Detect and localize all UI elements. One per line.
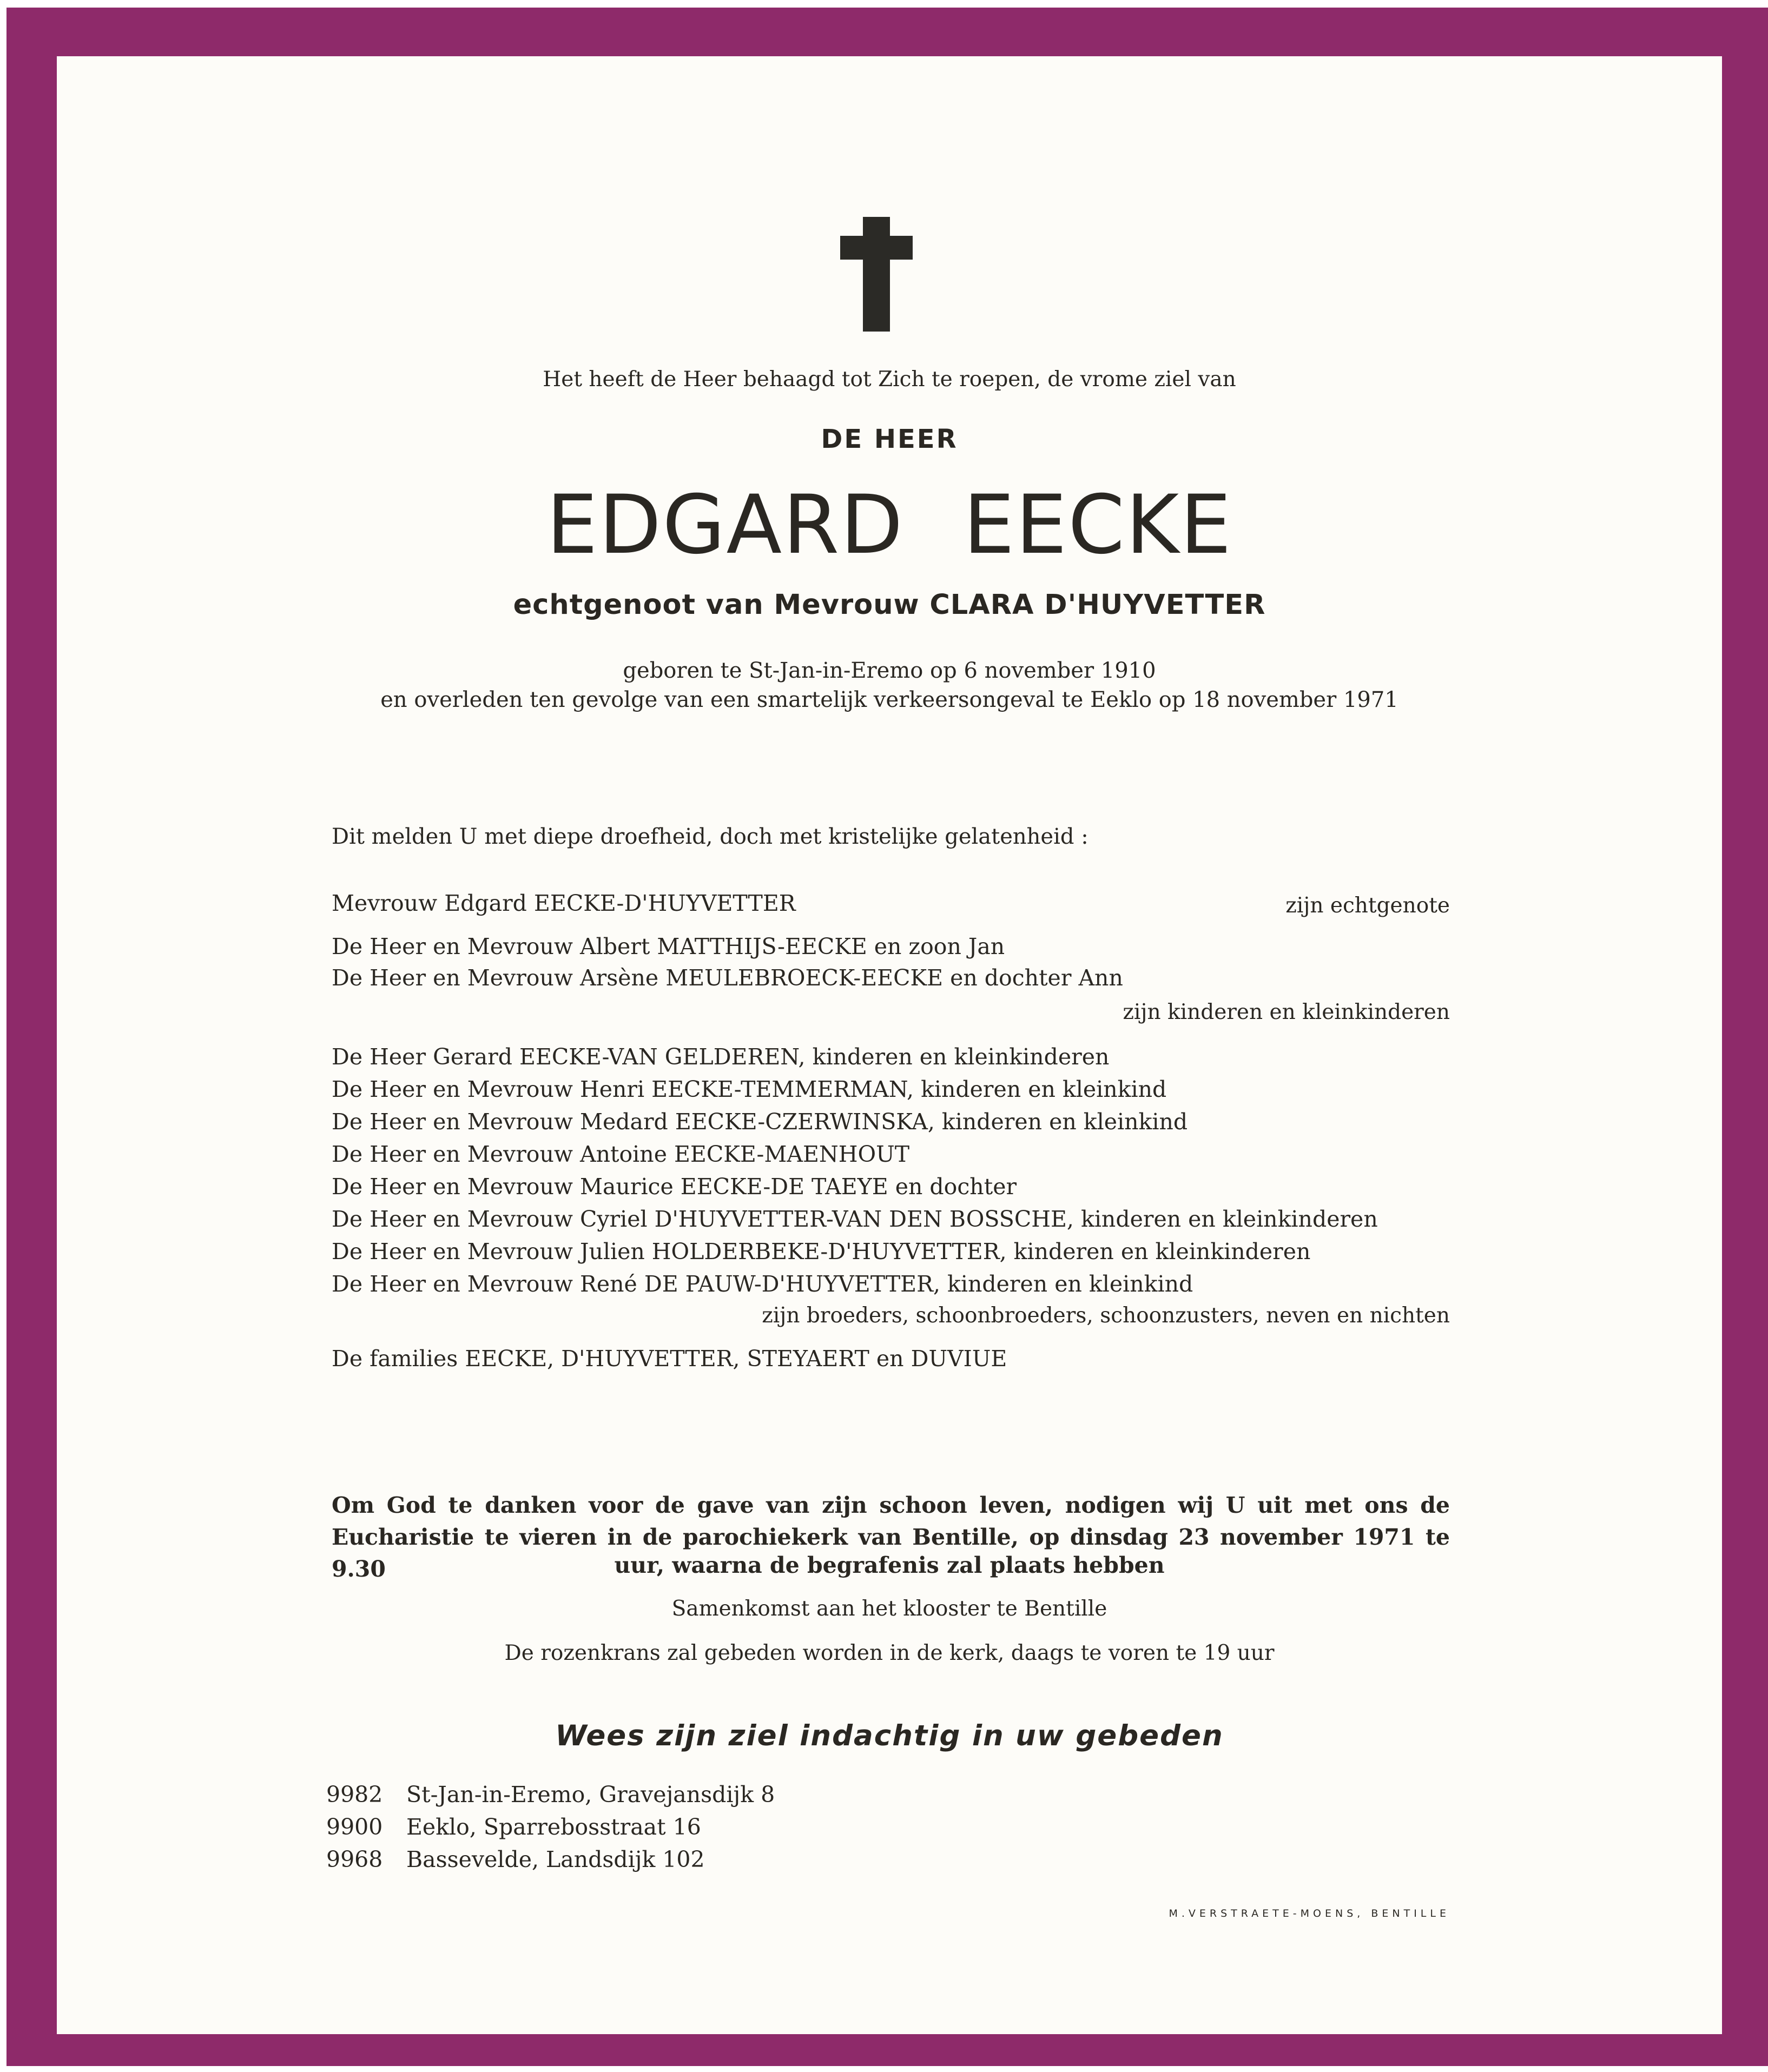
birth-line: geboren te St-Jan-in-Eremo op 6 november 1910 [623,658,1156,683]
wife-role: zijn echtgenote [1285,893,1450,918]
mass-invitation: Om God te danken voor de gave van zijn schoon leven, nodigen wij U uit met ons de Eucharistie te vieren in de parochiekerk van Bentille, op dinsdag 23 november 1971 te 9.30 [332,1492,1450,1582]
rosary-line: De rozenkrans zal gebeden worden in de kerk, daags te voren te 19 uur [504,1641,1275,1665]
address-text: Bassevelde, Landsdijk 102 [406,1846,705,1872]
address-line [326,1846,705,1872]
sibling-line: De Heer en Mevrouw Julien HOLDERBEKE-D'HUYVETTER, kinderen en kleinkinderen [332,1239,1311,1265]
siblings-role: zijn broeders, schoonbroeders, schoonzusters, neven en nichten [762,1303,1450,1328]
death-line: en overleden ten gevolge van een smartelijk verkeersongeval te Eeklo op 18 november 1971 [380,687,1398,712]
mass-invitation-end: uur, waarna de begrafenis zal plaats hebben [614,1552,1165,1578]
address-text: Eeklo, Sparrebosstraat 16 [406,1814,701,1840]
announcement: Dit melden U met diepe droefheid, doch met kristelijke gelatenheid : [332,824,1088,849]
prayer-request: Wees zijn ziel indachtig in uw gebeden [555,1719,1224,1752]
child-line: De Heer en Mevrouw Albert MATTHIJS-EECKE en zoon Jan [332,934,1005,959]
address-zip: 9968 [326,1846,383,1872]
deceased-name: EDGARD EECKE [546,478,1232,572]
sibling-line: De Heer en Mevrouw René DE PAUW-D'HUYVETTER, kinderen en kleinkind [332,1271,1193,1297]
sibling-line: De Heer en Mevrouw Cyriel D'HUYVETTER-VAN DEN BOSSCHE, kinderen en kleinkinderen [332,1206,1378,1232]
address-line [326,1782,775,1808]
sibling-line: De Heer en Mevrouw Henri EECKE-TEMMERMAN, kinderen en kleinkind [332,1076,1167,1102]
families-line: De families EECKE, D'HUYVETTER, STEYAERT en DUVIUE [332,1346,1007,1372]
printer-credit: M.VERSTRAETE-MOENS, BENTILLE [1169,1908,1450,1919]
honorific: DE HEER [821,424,958,454]
gathering-line: Samenkomst aan het klooster te Bentille [671,1597,1107,1621]
address-text: St-Jan-in-Eremo, Gravejansdijk 8 [406,1782,775,1808]
address-zip: 9982 [326,1782,383,1808]
sibling-line: De Heer Gerard EECKE-VAN GELDEREN, kinderen en kleinkinderen [332,1044,1110,1070]
sibling-line: De Heer en Mevrouw Antoine EECKE-MAENHOUT [332,1141,910,1167]
address-line [326,1814,701,1840]
wife-line: Mevrouw Edgard EECKE-D'HUYVETTER [332,890,796,916]
address-zip: 9900 [326,1814,383,1840]
child-line: De Heer en Mevrouw Arsène MEULEBROECK-EECKE en dochter Ann [332,965,1123,991]
death-notice-card [57,56,1722,2034]
children-role: zijn kinderen en kleinkinderen [1123,1000,1450,1024]
sibling-line: De Heer en Mevrouw Maurice EECKE-DE TAEYE en dochter [332,1174,1017,1200]
spouse-line: echtgenoot van Mevrouw CLARA D'HUYVETTER [513,589,1266,621]
sibling-line: De Heer en Mevrouw Medard EECKE-CZERWINSKA, kinderen en kleinkind [332,1109,1188,1135]
intro-text: Het heeft de Heer behaagd tot Zich te roepen, de vrome ziel van [543,367,1236,392]
